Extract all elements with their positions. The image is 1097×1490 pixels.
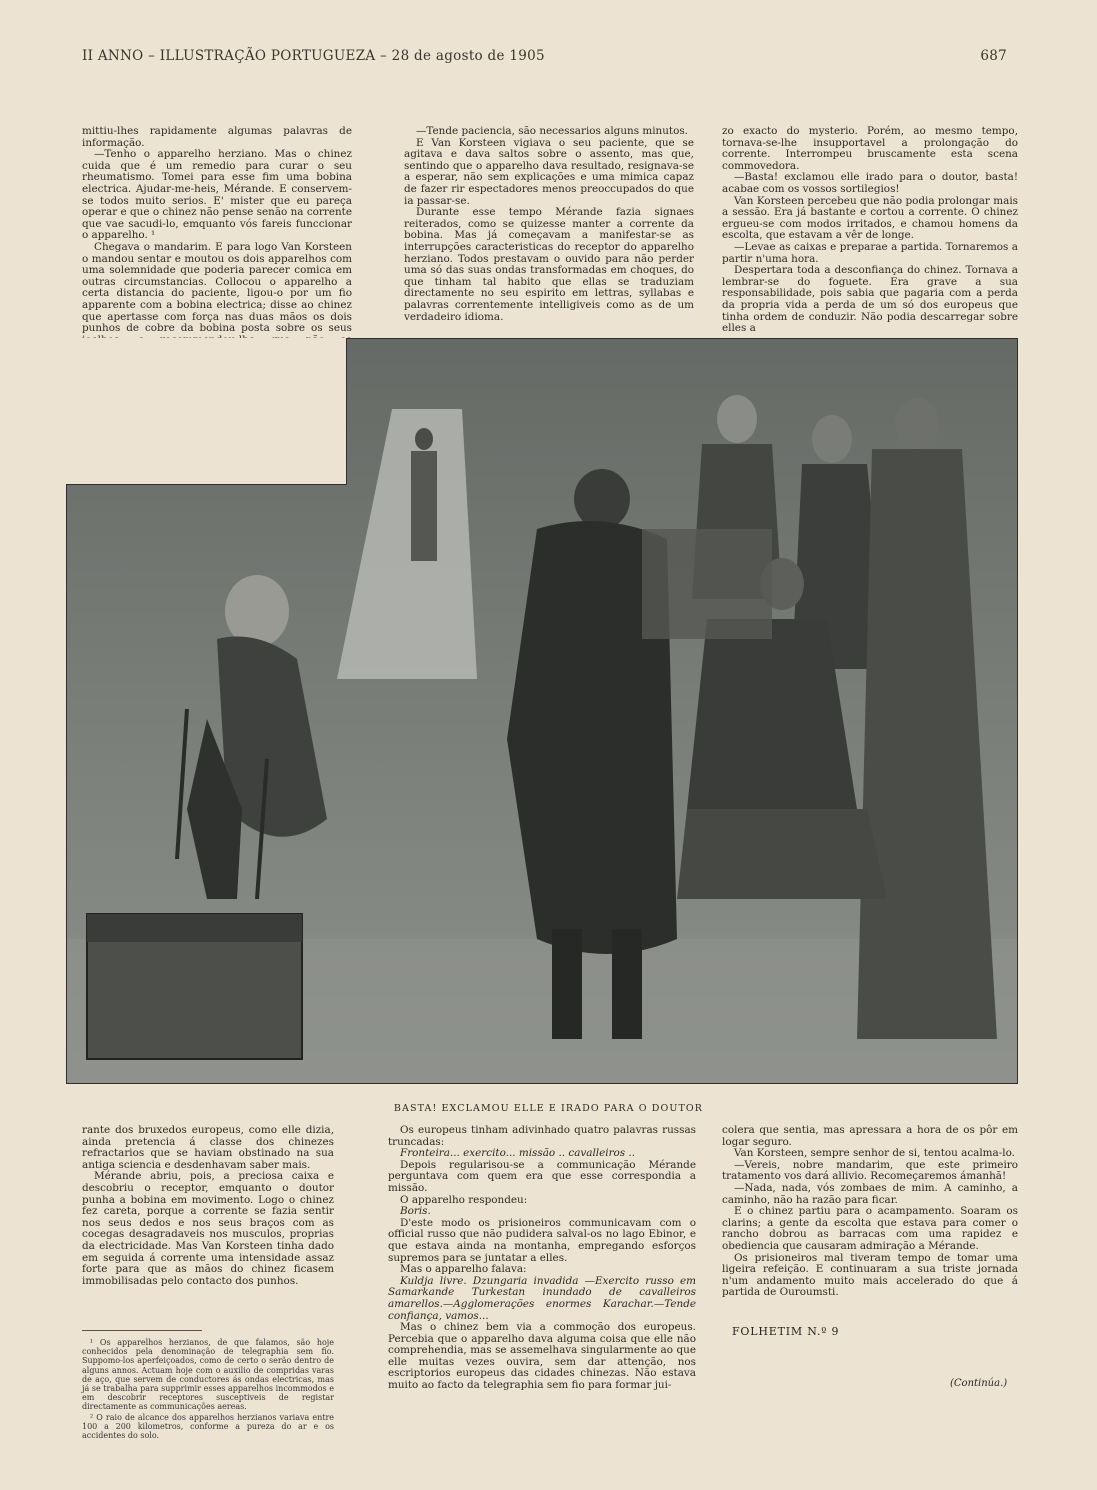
- bottom-column-2: [388, 1125, 696, 1392]
- folhetim-label: FOLHETIM N.º 9: [732, 1325, 840, 1338]
- paragraph: colera que sentia, mas apressara a hora de os pôr em logar seguro.: [722, 1124, 1018, 1148]
- paragraph: —Nada, nada, vós zombaes de mim. A caminho, a caminho, não ha razão para ficar.: [722, 1181, 1018, 1206]
- paragraph: Os europeus tinham adivinhado quatro palavras russas truncadas:: [388, 1124, 696, 1148]
- paragraph: [388, 1206, 696, 1218]
- suitcase: [87, 914, 302, 1059]
- paragraph: [388, 1276, 696, 1322]
- paragraph: D'este modo os prisioneiros communicavam com o official russo que não pudidera salval-os no lago Ebinor, e que estava ainda na montanha, empregando esforços supremos para se juntatar a elles.: [388, 1216, 696, 1264]
- top-column-3: [722, 126, 1018, 335]
- paragraph: Mas o apparelho falava:: [400, 1263, 527, 1276]
- paragraph: Os prisioneiros mal tiveram tempo de tomar uma ligeira refeição. E continuaram a sua triste jornada n'um andamento muito mais accelerado do que á partida de Ouroumsti.: [722, 1251, 1018, 1299]
- paragraph: mittiu-lhes rapidamente algumas palavras de informação.: [82, 125, 352, 149]
- paragraph: zo exacto do mysterio. Porém, ao mesmo tempo, tornava-se-lhe insupportavel a prolongação do corrente. Interrompeu bruscamente esta scena commovedora.: [722, 125, 1018, 172]
- illustration-caption: BASTA! EXCLAMOU ELLE E IRADO PARA O DOUTOR: [393, 1103, 704, 1114]
- intercepted-name: Boris.: [400, 1205, 431, 1218]
- paragraph: O apparelho respondeu:: [400, 1193, 528, 1206]
- paragraph: Mas o chinez bem via a commoção dos europeus. Percebia que o apparelho dava alguma coisa que elle não comprehendia, mas se assemelhava singularmente ao que elle muitas vezes ouvira, sem dar attenção, nos escriptorios europeus das cidades chinezas. Não estava muito ao facto da telegraphia sem fio para formar jui-: [388, 1321, 696, 1392]
- bottom-column-3: [722, 1125, 1018, 1299]
- footnote-rule: [82, 1330, 202, 1331]
- paragraph: E Van Korsteen vigiava o seu paciente, que se agitava e dava saltos sobre o assento, mas que, sentindo que o apparelho dava resultado, resignava-se a esperar, não sem explicações e uma mimica capaz de fazer rir espectadores menos preoccupados do que ia passar-se.: [404, 136, 694, 207]
- intercepted-words: Fronteira... exercito... missão .. cavalleiros ..: [400, 1147, 636, 1160]
- paragraph: Mérande abriu, pois, a preciosa caixa e descobriu o receptor, emquanto o doutor punha a bobina em movimento. Logo o chinez fez careta, porque a corrente se fazia sentir nos seus dedos e nos seus braços com as cocegas desagradaveis nos musculos, proprias da electricidade. Mas Van Korsteen tinha dado em seguida á corrente uma intensidade assaz forte para que as mãos do chinez ficasem immobilisadas pelo contacto dos punhos.: [82, 1170, 334, 1287]
- paragraph: —Vereis, nobre mandarim, que este primeiro tratamento vos dará allivio. Recomeçaremos ámanhã!: [722, 1158, 1018, 1183]
- paragraph: Van Korsteen, sempre senhor de si, tentou acalma-lo.: [734, 1147, 1015, 1160]
- top-column-2: [404, 126, 694, 323]
- apparatus-table: [642, 529, 772, 639]
- journal-title: II ANNO – ILLUSTRAÇÃO PORTUGUEZA – 28 de agosto de 1905: [82, 48, 545, 64]
- paragraph: —Tende paciencia, são necessarios alguns minutos.: [416, 125, 688, 137]
- running-header: [82, 48, 1007, 68]
- footnotes: [82, 1338, 334, 1441]
- paragraph: Durante esse tempo Mérande fazia signaes reiterados, como se quizesse manter a corrente da bobina. Mas já começavam a manifestar-se as interrupções caracteristicas do receptor do apparelho herziano. Todos prestavam o ouvido para não perder uma só das suas ondas transformadas em choques, do que tinham tal habito que ellas se traduziam directamente no seu espirito em lettras, syllabas e palavras correntemente intelligiveis como as de um verdadeiro idioma.: [404, 206, 694, 323]
- paragraph: Despertara toda a desconfiança do chinez. Tornava a lembrar-se do foguete. Era grave a sua responsabilidade, pois sabia que pagaria com a perda da propria vida a perda de um só dos europeus que tinha ordem de conduzir. Não podia descarregar sobre elles a: [722, 264, 1018, 335]
- paragraph: Chegava o mandarim. E para logo Van Korsteen o mandou sentar e moutou os dois apparelhos com uma solemnidade que poderia parecer comica em outras circumstancias. Collocou o apparelho a certa distancia do paciente, ligou-o por um fio apparente com a bobina electrica; disse ao chinez que apertasse com força nas duas mãos os dois punhos de cobre da bobina posta sobre os seus: [82, 240, 352, 335]
- paragraph: —Tenho o apparelho herziano. Mas o chinez cuida que é um remedio para curar o seu rheumatismo. Tomei para esse fim uma bobina electrica. Ajudar-me-heis, Mérande. E conservem-se todos muito serios. E' mister que eu pareça operar e que o chinez não pense senão na corrente que vae sacudi-lo, emquanto vós fareis funccionar o apparelho. ¹: [82, 148, 352, 242]
- paragraph: Van Korsteen percebeu que não podia prolongar mais a sessão. Era já bastante e cortou a corrente. O chinez ergueu-se com modos irritados, e chamou homens da escolta, que estavam a vêr de longe.: [722, 194, 1018, 242]
- paragraph: Depois regularisou-se a communicação Mérande perguntava com quem era que esse correspondia a missão.: [388, 1158, 696, 1194]
- paragraph: E o chinez partiu para o acampamento. Soaram os clarins; a gente da escolta que estava para comer o rancho dobrou as barracas com uma rapidez e obediencia que causaram admiração a Mérande.: [722, 1205, 1018, 1252]
- footnote: ² O raio de alcance dos apparelhos herzianos variava entre 100 a 200 kilometros, conforme a pureza do ar e os accidentes do solo.: [82, 1412, 334, 1441]
- intercepted-message: Kuldja livre. Dzungaria invadida —Exercito russo em Samarkande Turkestan inundado de cavalleiros amarellos.—Agglomerações enormes Karachar.—Tende confiança, vamos...: [388, 1274, 696, 1322]
- text-inset-area: [66, 338, 347, 485]
- footnote: ¹ Os apparelhos herzianos, de que falamos, são hoje conhecidos pela denominação de telegraphia sem fio. Suppomo-los aperfeiçoados, como de certo o serão dentro de alguns annos. Actuam hoje com o auxilio de compridas varas de aço, que servem de conductores ás ondas electricas, mas já se trabalha para supprimir esses apparelhos incommodos e em descobrir receptores susceptiveis de registar directamente as communicações aereas.: [82, 1338, 334, 1412]
- page-number: 687: [980, 48, 1007, 64]
- continua-label: (Continúa.): [950, 1378, 1008, 1389]
- paragraph: —Basta! exclamou elle irado para o doutor, basta! acabae com os vossos sortilegios!: [722, 171, 1018, 195]
- paragraph: —Levae as caixas e preparae a partida. Tornaremos a partir n'uma hora.: [722, 240, 1018, 265]
- bottom-column-1: [82, 1125, 334, 1287]
- paragraph: rante dos bruxedos europeus, como elle dizia, ainda pretencia á classe dos chinezes refractarios que se haviam obstinado na sua antiga sciencia e desdenhavam saber mais.: [82, 1124, 334, 1171]
